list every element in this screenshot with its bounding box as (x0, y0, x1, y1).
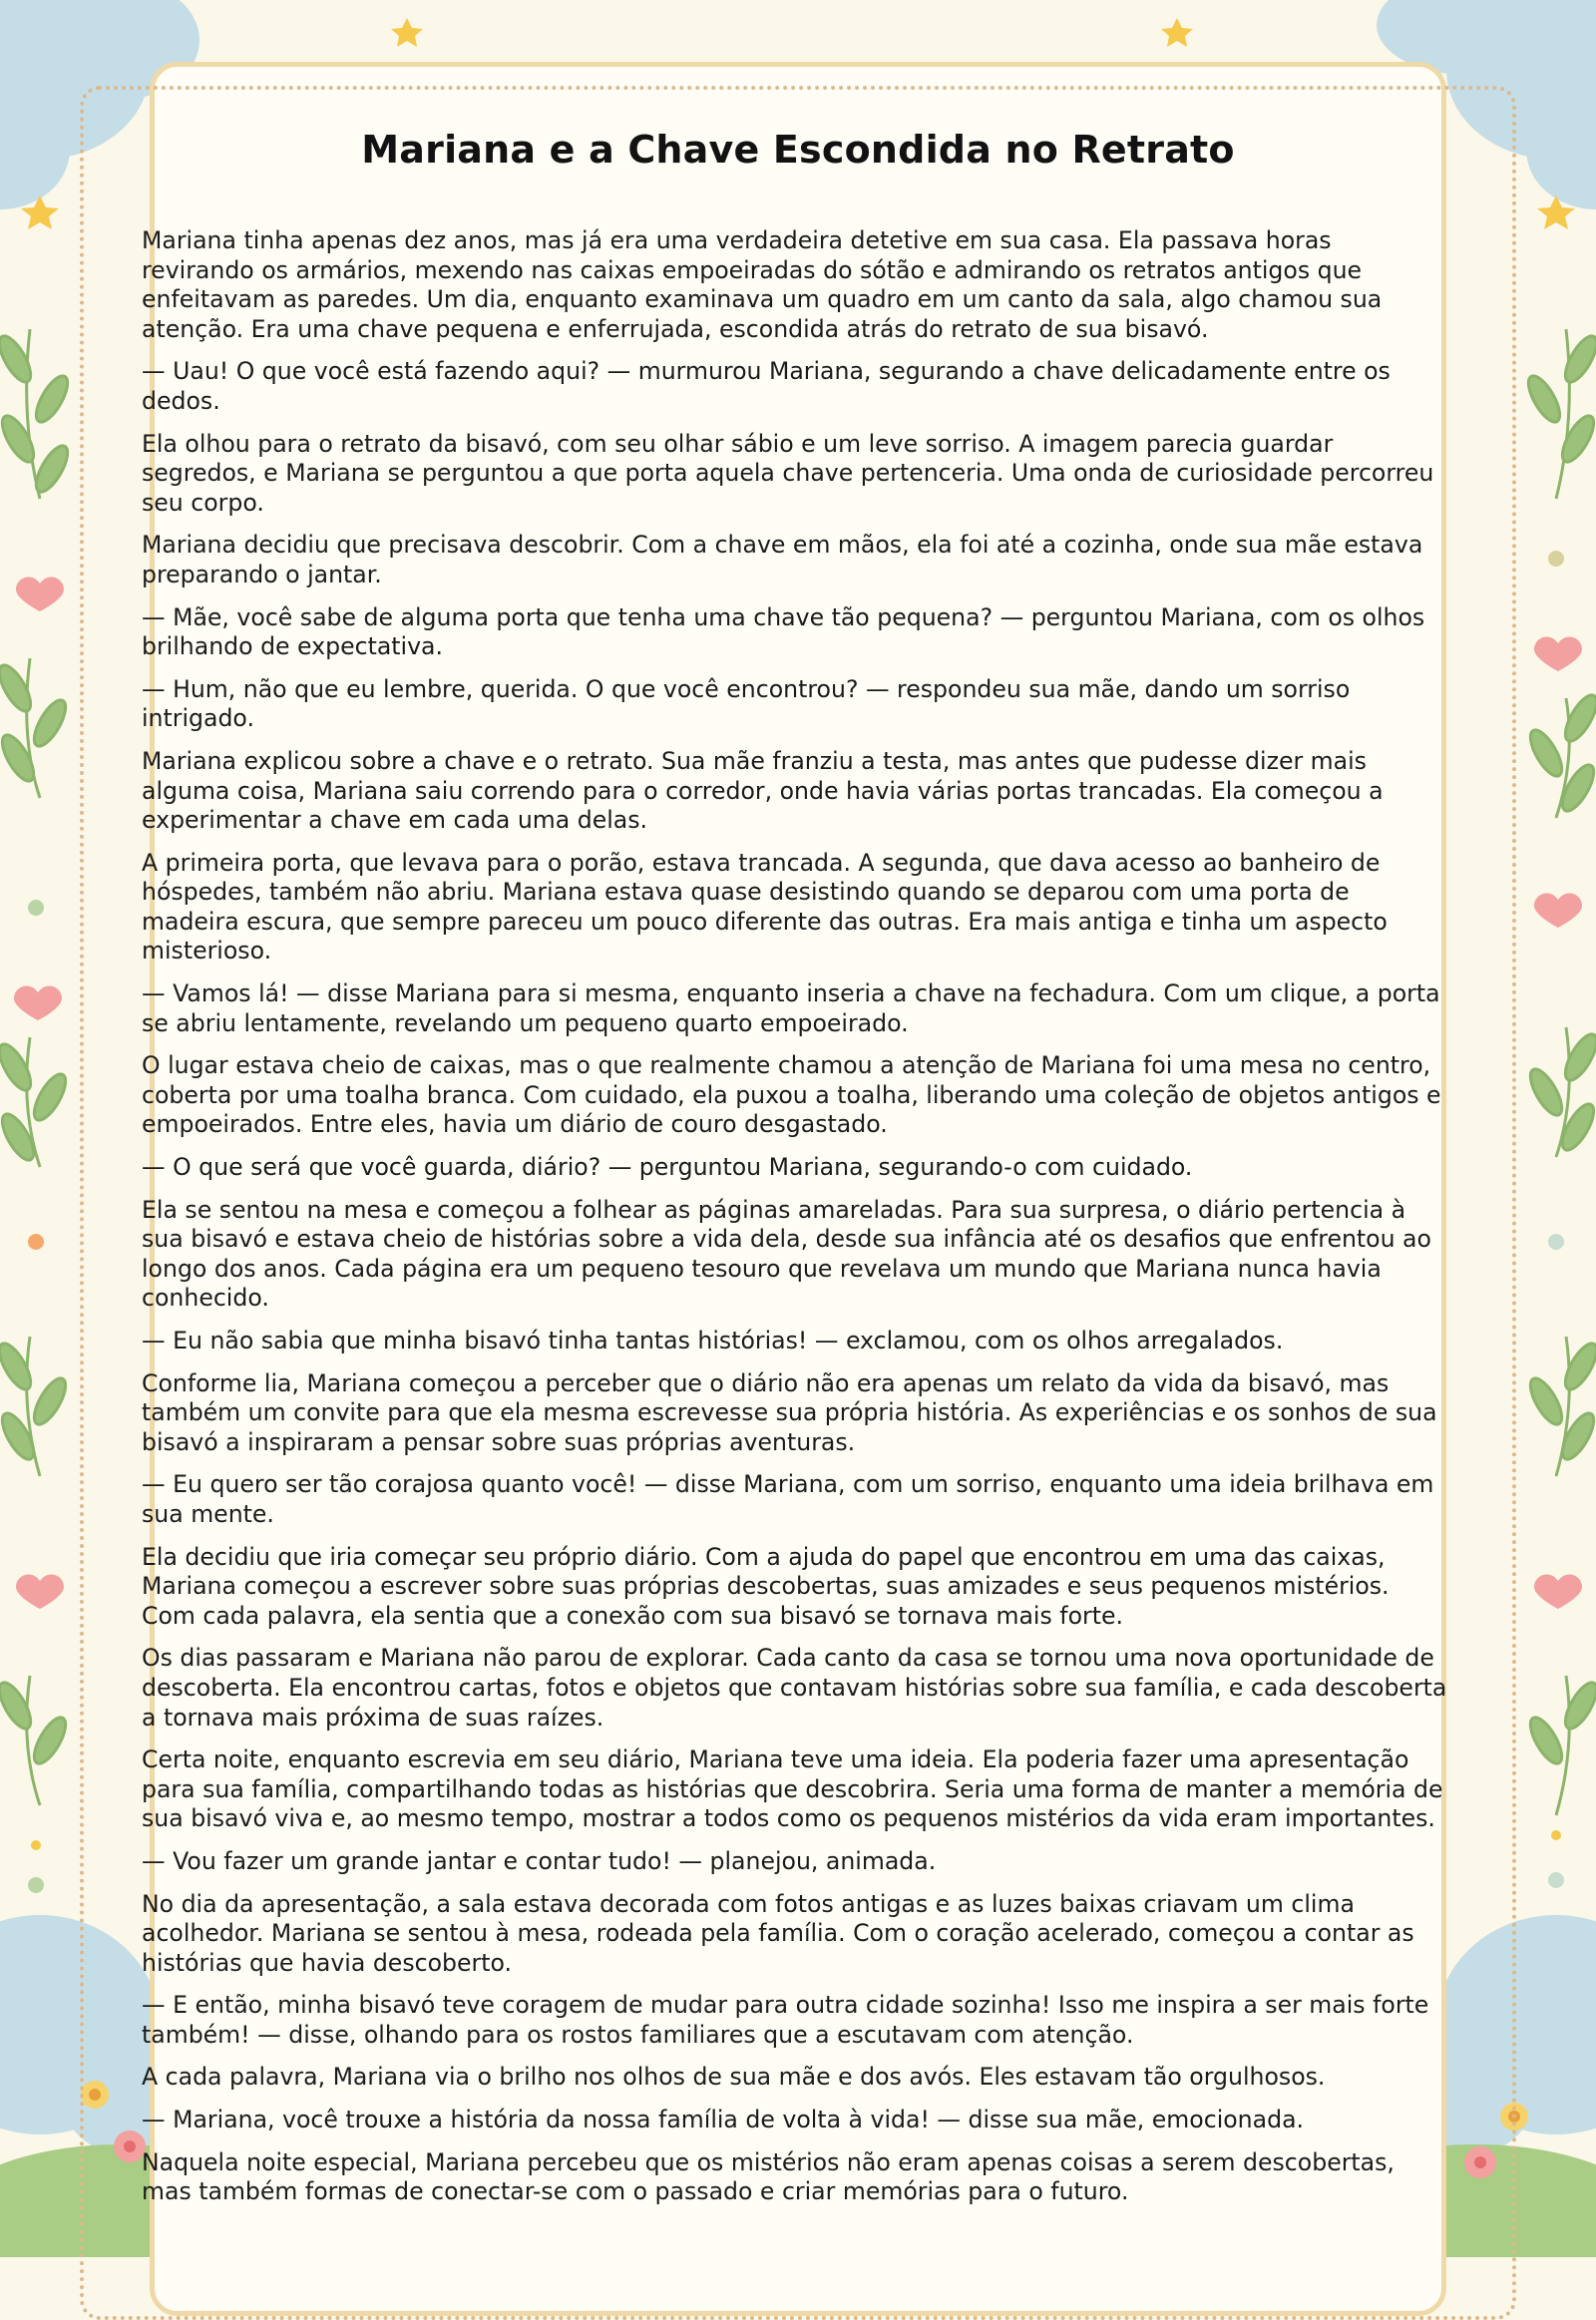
story-title: Mariana e a Chave Escondida no Retrato (361, 128, 1235, 172)
story-paragraph: — Vamos lá! — disse Mariana para si mesma, enquanto inseria a chave na fechadura. Com um clique, a porta se abriu lentamente, revelando um pequeno quarto empoeirado. (142, 979, 1440, 1037)
story-paragraph: — Hum, não que eu lembre, querida. O que você encontrou? — respondeu sua mãe, dando um sorriso intrigado. (142, 674, 1351, 733)
story-paragraph: Conforme lia, Mariana começou a perceber que o diário não era apenas um relato da vida da bisavó, mas também um convite para que ela mesma escrevesse sua própria história. As experiências e os sonhos de sua bisavó a inspiraram a pensar sobre suas próprias aventuras. (142, 1368, 1437, 1456)
story-paragraph: — E então, minha bisavó teve coragem de mudar para outra cidade sozinha! Isso me inspira a ser mais forte também! — disse, olhando para os rostos familiares que a escutavam com atenção. (142, 1991, 1429, 2049)
story-paragraph: Certa noite, enquanto escrevia em seu diário, Mariana teve uma ideia. Ela poderia fazer uma apresentação para sua família, compartilhando todas as histórias que descobrira. Seria uma forma de manter a memória de sua bisavó viva e, ao mesmo tempo, mostrar a todos como os pequenos mistérios da vida eram importantes. (142, 1745, 1443, 1833)
story-paragraph: — Mariana, você trouxe a história da nossa família de volta à vida! — disse sua mãe, emocionada. (142, 2106, 1305, 2134)
story-paragraph: — Eu quero ser tão corajosa quanto você! — disse Mariana, com um sorriso, enquanto uma ideia brilhava em sua mente. (142, 1470, 1434, 1528)
story-paragraph: — Vou fazer um grande jantar e contar tudo! — planejou, animada. (142, 1846, 937, 1875)
story-paragraph: Ela olhou para o retrato da bisavó, com seu olhar sábio e um leve sorriso. A imagem parecia guardar segredos, e Mariana se perguntou a que porta aquela chave pertenceria. Uma onda de curiosidade percorreu seu corpo. (142, 429, 1434, 517)
story-paragraph: Mariana tinha apenas dez anos, mas já era uma verdadeira detetive em sua casa. Ela passava horas revirando os armários, mexendo nas caixas empoeiradas do sótão e admirando os retratos antigos que enfeitavam as paredes. Um dia, enquanto examinava um quadro em um canto da sala, algo chamou sua atenção. Era uma chave pequena e enferrujada, escondida atrás do retrato de sua bisavó. (142, 226, 1383, 343)
story-paragraph: — O que será que você guarda, diário? — perguntou Mariana, segurando-o com cuidado. (142, 1153, 1193, 1182)
story-paragraph: A cada palavra, Mariana via o brilho nos olhos de sua mãe e dos avós. Eles estavam tão orgulhosos. (142, 2063, 1326, 2092)
story-paragraph: Ela decidiu que iria começar seu próprio diário. Com a ajuda do papel que encontrou em uma das caixas, Mariana começou a escrever sobre suas próprias descobertas, suas amizades e seus pequenos mistérios. Com cada palavra, ela sentia que a conexão com sua bisavó se tornava mais forte. (142, 1542, 1390, 1630)
story-body (142, 226, 1448, 2220)
story-paragraph: — Uau! O que você está fazendo aqui? — murmurou Mariana, segurando a chave delicadamente entre os dedos. (142, 357, 1391, 415)
story-paragraph: — Eu não sabia que minha bisavó tinha tantas histórias! — exclamou, com os olhos arregalados. (142, 1327, 1284, 1354)
story-paragraph: A primeira porta, que levava para o porão, estava trancada. A segunda, que dava acesso ao banheiro de hóspedes, também não abriu. Mariana estava quase desistindo quando se deparou com uma porta de madeira escura, que sempre pareceu um pouco diferente das outras. Era mais antiga e tinha um aspecto misterioso. (142, 848, 1388, 966)
story-paragraph: — Mãe, você sabe de alguma porta que tenha uma chave tão pequena? — perguntou Mariana, com os olhos brilhando de expectativa. (142, 602, 1425, 661)
story-paragraph: Ela se sentou na mesa e começou a folhear as páginas amareladas. Para sua surpresa, o diário pertencia à sua bisavó e estava cheio de histórias sobre a vida dela, desde sua infância até os desafios que enfrentou ao longo dos anos. Cada página era um pequeno tesouro que revelava um mundo que Mariana nunca havia conhecido. (142, 1195, 1431, 1313)
story-paragraph: O lugar estava cheio de caixas, mas o que realmente chamou a atenção de Mariana foi uma mesa no centro, coberta por uma toalha branca. Com cuidado, ela puxou a toalha, liberando uma coleção de objetos antigos e empoeirados. Entre eles, havia um diário de couro desgastado. (142, 1051, 1441, 1139)
story-paragraph: No dia da apresentação, a sala estava decorada com fotos antigas e as luzes baixas criavam um clima acolhedor. Mariana se sentou à mesa, rodeada pela família. Com o coração acelerado, começou a contar as histórias que havia descoberto. (142, 1889, 1414, 1977)
story-paragraph: Naquela noite especial, Mariana percebeu que os mistérios não eram apenas coisas a serem descobertas, mas também formas de conectar-se com o passado e criar memórias para o futuro. (142, 2147, 1395, 2206)
story-paragraph: Os dias passaram e Mariana não parou de explorar. Cada canto da casa se tornou uma nova oportunidade de descoberta. Ela encontrou cartas, fotos e objetos que contavam histórias sobre sua família, e cada descoberta a tornava mais próxima de suas raízes. (142, 1644, 1447, 1732)
story-paragraph: Mariana decidiu que precisava descobrir. Com a chave em mãos, ela foi até a cozinha, onde sua mãe estava preparando o jantar. (142, 531, 1423, 588)
story-paragraph: Mariana explicou sobre a chave e o retrato. Sua mãe franziu a testa, mas antes que pudesse dizer mais alguma coisa, Mariana saiu correndo para o corredor, onde havia várias portas trancadas. Ela começou a experimentar a chave em cada uma delas. (142, 746, 1384, 835)
